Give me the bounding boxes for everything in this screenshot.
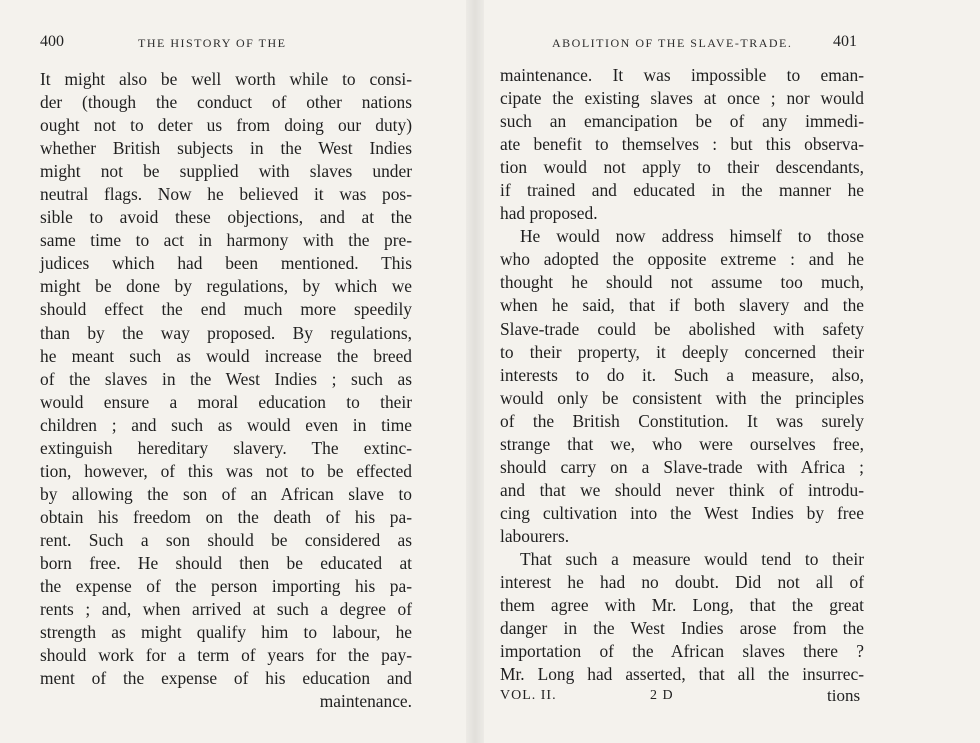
text-line: to their property, it deeply concerned their (500, 341, 864, 362)
text-line: who adopted the opposite extreme : and he (500, 249, 864, 270)
page-body (40, 68, 412, 713)
text-line: should effect the end much more speedily (40, 299, 412, 320)
text-line: tion, however, of this was not to be effected (40, 460, 412, 481)
text-line: He would now address himself to those (520, 226, 864, 247)
text-line: It might also be well worth while to consi- (40, 69, 412, 89)
left-page (0, 0, 470, 743)
text-line: would ensure a moral education to their (40, 391, 412, 412)
text-line: them agree with Mr. Long, that the great (500, 595, 864, 616)
text-line: might not be supplied with slaves under (40, 161, 412, 182)
text-line: of the British Constitution. It was surely (500, 410, 864, 431)
text-line: Slave-trade could be abolished with safety (500, 318, 864, 339)
volume-mark: VOL. II. (500, 688, 557, 703)
text-line: ought not to deter us from doing our duty) (40, 115, 412, 136)
text-line: cipate the existing slaves at once ; nor would (500, 88, 864, 109)
text-line: of the slaves in the West Indies ; such as (40, 368, 412, 389)
text-line: had proposed. (500, 203, 598, 224)
text-line: than by the way proposed. By regulations, (40, 322, 412, 343)
running-head: ABOLITION OF THE SLAVE-TRADE. (552, 36, 793, 50)
text-line: interests to do it. Such a measure, also, (500, 364, 864, 385)
right-page (480, 0, 980, 743)
text-line: when he said, that if both slavery and the (500, 295, 864, 316)
text-line: sible to avoid these objections, and at the (40, 207, 412, 228)
text-line: should work for a term of years for the pay- (40, 645, 412, 666)
text-line: children ; and such as would even in time (40, 414, 412, 435)
text-line: ment of the expense of his education and (40, 668, 412, 689)
text-line: by allowing the son of an African slave to (40, 483, 412, 504)
signature-mark: 2 D (650, 688, 674, 703)
text-line: same time to act in harmony with the pre- (40, 230, 412, 251)
running-head: THE HISTORY OF THE (138, 36, 287, 50)
text-line: born free. He should then be educated at (40, 552, 412, 573)
text-line: rent. Such a son should be considered as (40, 529, 412, 550)
text-line: cing cultivation into the West Indies by free (500, 502, 864, 523)
page-number: 401 (833, 33, 857, 50)
text-line: might be done by regulations, by which we (40, 276, 412, 297)
text-line: danger in the West Indies arose from the (500, 618, 864, 639)
text-line: rents ; and, when arrived at such a degree of (40, 599, 412, 620)
catchword: tions (827, 686, 861, 705)
text-line: extinguish hereditary slavery. The extinc- (40, 437, 412, 458)
text-line: obtain his freedom on the death of his pa- (40, 506, 412, 527)
catchword: maintenance. (319, 691, 412, 712)
text-line: interest he had no doubt. Did not all of (500, 572, 864, 593)
text-line: neutral flags. Now he believed it was pos- (40, 184, 412, 205)
text-line: he meant such as would increase the breed (40, 345, 412, 366)
text-line: such an emancipation be of any immedi- (500, 111, 864, 132)
page-body (500, 64, 864, 686)
page-number: 400 (40, 33, 64, 50)
text-line: should carry on a Slave-trade with Africa ; (500, 456, 864, 477)
text-line: der (though the conduct of other nations (40, 92, 412, 113)
text-line: whether British subjects in the West Indies (40, 138, 412, 159)
text-line: judices which had been mentioned. This (40, 253, 412, 274)
text-line: labourers. (500, 525, 570, 546)
text-line: would only be consistent with the principles (500, 387, 864, 408)
text-line: strange that we, who were ourselves free, (500, 433, 864, 454)
text-line: Mr. Long had asserted, that all the insurrec- (500, 664, 864, 685)
text-line: That such a measure would tend to their (520, 548, 864, 569)
text-line: the expense of the person importing his pa- (40, 576, 412, 597)
text-line: importation of the African slaves there ? (500, 641, 864, 662)
text-line: ate benefit to themselves : but this observa- (500, 134, 864, 155)
text-line: and that we should never think of introdu- (500, 479, 864, 500)
text-line: maintenance. It was impossible to eman- (500, 65, 864, 85)
text-line: thought he should not assume too much, (500, 272, 864, 293)
text-line: if trained and educated in the manner he (500, 180, 864, 201)
text-line: strength as might qualify him to labour, he (40, 622, 412, 643)
text-line: tion would not apply to their descendants, (500, 157, 864, 178)
